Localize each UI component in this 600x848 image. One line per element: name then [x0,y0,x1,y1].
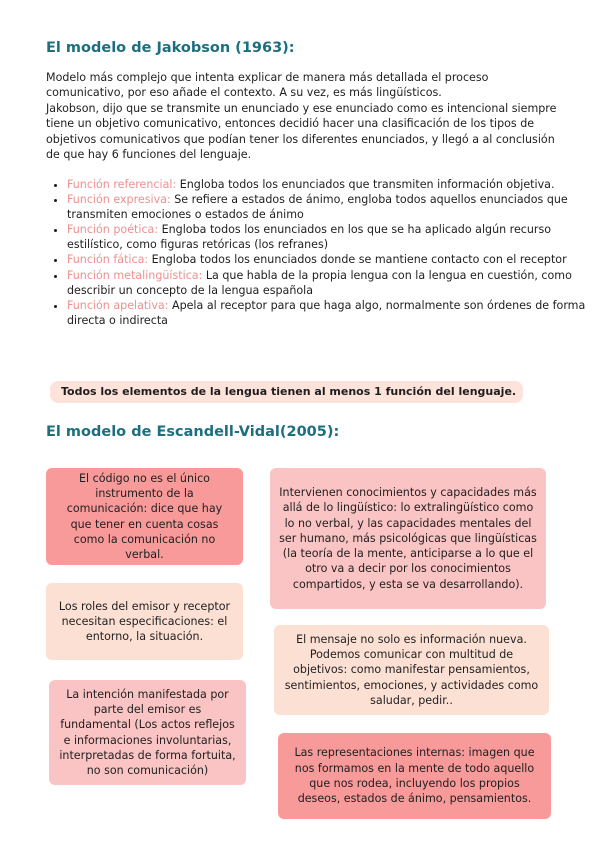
concept-box-text: El mensaje no solo es información nueva. Podemos comunicar con multitud de objetivos: como manifestar pensamientos, sentimientos, emociones, y actividades como saludar, pedir.. [284,632,539,707]
function-description: Engloba todos los enunciados donde se mantiene contacto con el receptor [148,253,567,267]
list-item [67,252,587,267]
concept-box-message [274,625,549,715]
function-description: Se refiere a estados de ánimo, engloba todos aquellos enunciados que transmiten emociones o estados de ánimo [67,193,568,222]
concept-box-roles [46,583,243,660]
summary-note: Todos los elementos de la lengua tienen al menos 1 función del lenguaje. [50,381,523,403]
list-item [67,222,587,252]
list-item [67,192,587,222]
concept-box-text: Las representaciones internas: imagen que nos formamos en la mente de todo aquello que nos rodea, incluyendo los propios deseos, estados de ánimo, pensamientos. [294,746,535,806]
function-name: Función fática: [67,253,149,267]
function-name: Función apelativa: [67,298,169,312]
jakobson-title: El modelo de Jakobson (1963): [46,40,295,56]
function-description: Engloba todos los enunciados que transmiten información objetiva. [176,178,555,191]
concept-box-code [46,468,243,565]
concept-box-knowledge [270,468,546,609]
list-item [67,177,587,192]
functions-list [46,177,587,328]
escandell-title: El modelo de Escandell-Vidal(2005): [46,424,340,440]
function-name: Función poética: [67,223,159,237]
concept-box-text: Intervienen conocimientos y capacidades más allá de lo lingüístico: lo extralingüístico como lo no verbal, y las capacidades mentales del ser humano, más psicológicas que lingüísticas (la teoría de la mente, anticiparse a lo que el otro va a decir por los conocimientos compartidos, y esta se va desarrollando). [279,485,537,591]
concept-box-intention [49,680,246,785]
list-item [67,268,587,298]
jakobson-intro-2: Jakobson, dijo que se transmite un enunciado y ese enunciado como es intencional siempre tiene un objetivo comunicativo, entonces decidió hacer una clasificación de los tipos de objetivos comunicativos que podían tener los diferentes enunciados, y llegó a al conclusión de que hay 6 funciones del lenguaje. [46,102,557,161]
function-name: Función expresiva: [67,193,171,207]
function-description: Apela al receptor para que haga algo, normalmente son órdenes de forma directa o indirecta [67,298,586,327]
concept-box-text: El código no es el único instrumento de la comunicación: dice que hay que tener en cuenta cosas como la comunicación no verbal. [66,471,223,562]
function-name: Función referencial: [67,178,177,191]
function-description: La que habla de la propia lengua con la lengua en cuestión, como describir un concepto de la lengua española [67,268,572,297]
function-name: Función metalingüística: [67,268,203,282]
jakobson-intro-1: Modelo más complejo que intenta explicar de manera más detallada el proceso comunicativo, por eso añade el contexto. A su vez, es más lingüísticos. [46,71,489,100]
list-item [67,298,587,328]
function-description: Engloba todos los enunciados en los que se ha aplicado algún recurso estilístico, como figuras retóricas (los refranes) [67,223,552,252]
concept-box-text: Los roles del emisor y receptor necesitan especificaciones: el entorno, la situación. [58,599,231,644]
concept-box-representations [278,733,551,819]
concept-box-text: La intención manifestada por parte del emisor es fundamental (Los actos reflejos e informaciones involuntarias, interpretadas de forma fortuita, no son comunicación) [59,687,236,778]
